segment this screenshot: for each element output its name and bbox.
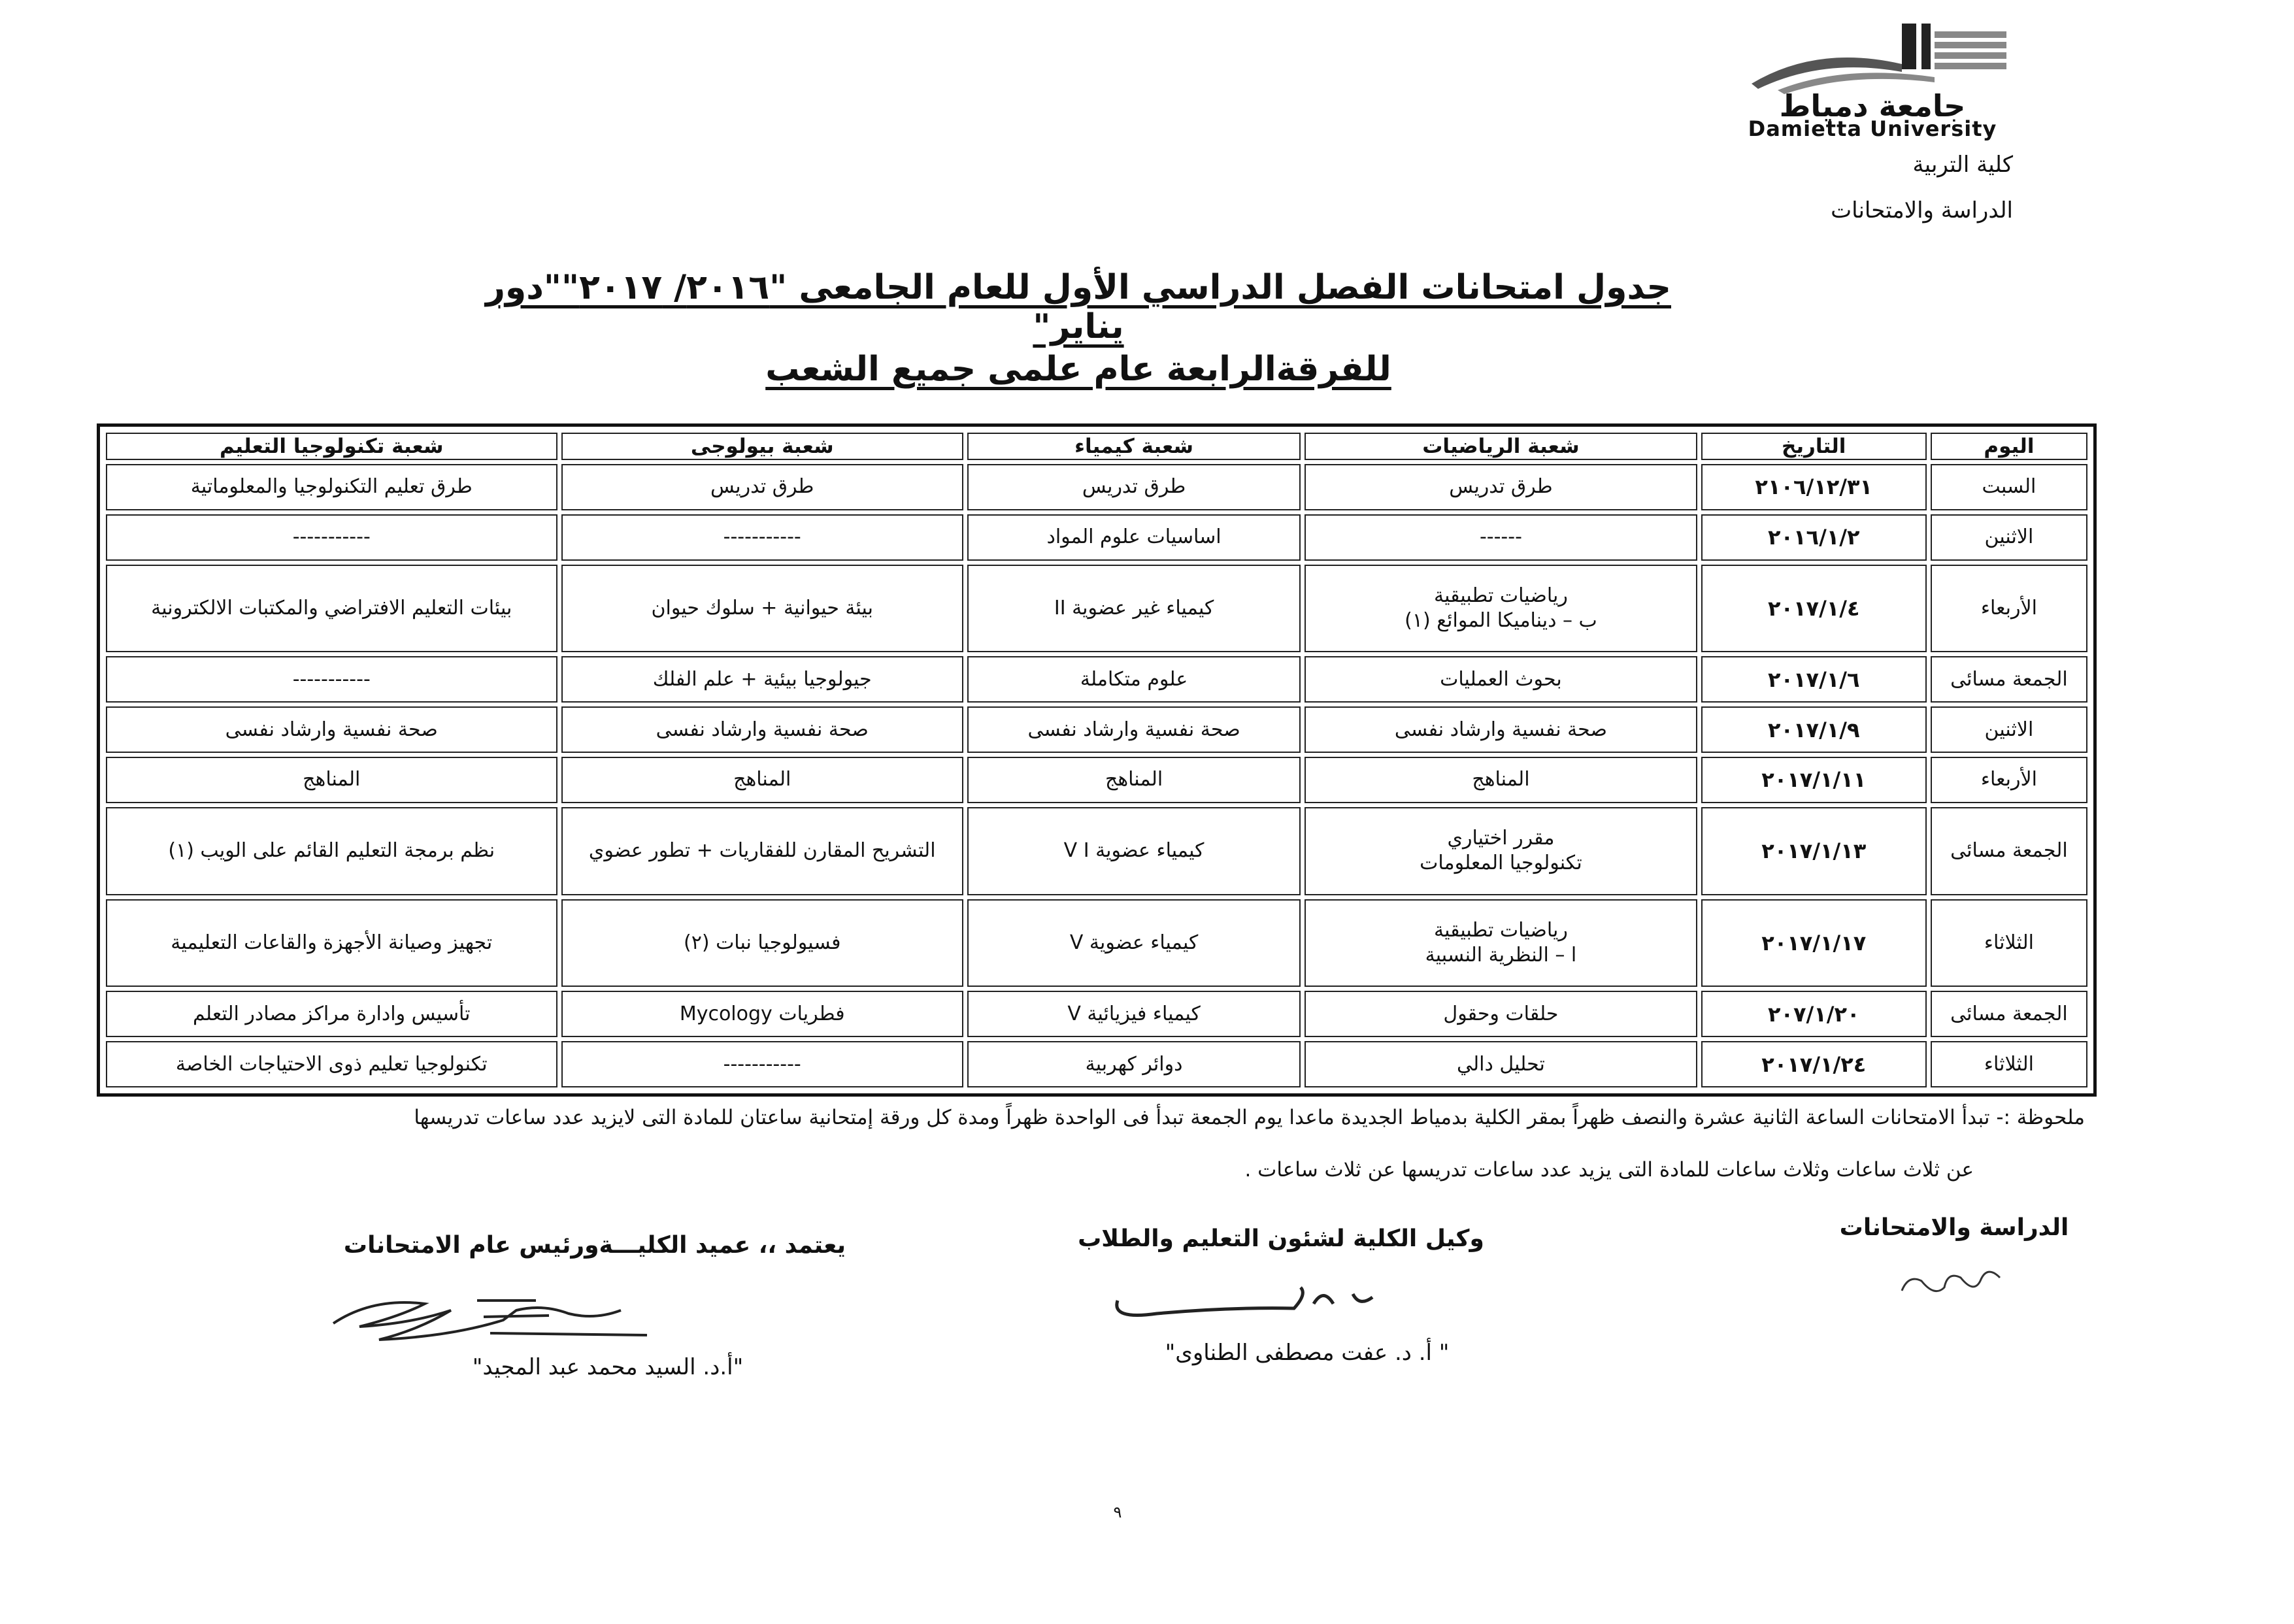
cell-text: الأربعاء <box>1980 768 2037 791</box>
cell-text: طرق تعليم التكنولوجيا والمعلوماتية <box>190 475 473 499</box>
day-cell <box>1931 656 2087 703</box>
table-row <box>106 991 2087 1037</box>
subject-cell <box>106 807 557 895</box>
date-cell <box>1701 464 1927 510</box>
cell-text: حلقات وحقول <box>1443 1002 1559 1025</box>
subject-cell <box>967 464 1301 510</box>
subject-cell <box>967 514 1301 561</box>
cell-text: ----------- <box>723 1052 801 1076</box>
cell-text: ٢٠٧/١/٢٠ <box>1767 1001 1860 1027</box>
cell-text: تكنولوجيا تعليم ذوى الاحتياجات الخاصة <box>175 1052 488 1076</box>
signature-vice-dean-label: وكيل الكلية لشئون التعليم والطلاب <box>1078 1225 1484 1252</box>
cell-text: ٢٠١٧/١/١٣ <box>1761 838 1867 864</box>
column-header: اليوم <box>1931 433 2087 460</box>
cell-text: ٢٠١٧/١/١٧ <box>1761 930 1867 955</box>
cell-text: كيمياء عضوية V I <box>1063 839 1205 863</box>
column-header: التاريخ <box>1701 433 1927 460</box>
date-cell <box>1701 514 1927 561</box>
subject-cell <box>1305 514 1697 561</box>
cell-text: طرق تدريس <box>1449 475 1553 499</box>
day-cell <box>1931 514 2087 561</box>
subject-cell <box>967 565 1301 653</box>
day-cell <box>1931 1041 2087 1087</box>
subject-cell <box>106 514 557 561</box>
cell-text: صحة نفسية وارشاد نفسى <box>656 718 869 741</box>
exam-schedule-table-frame <box>97 423 2097 1097</box>
subject-cell <box>967 706 1301 753</box>
table-row <box>106 757 2087 803</box>
subject-cell <box>561 807 963 895</box>
cell-text: التشريح المقارن للفقاريات + تطور عضوي <box>588 839 936 863</box>
cell-text: اساسيات علوم المواد <box>1046 525 1222 549</box>
exam-schedule-table <box>102 429 2091 1091</box>
cell-text: طرق تدريس <box>1082 475 1186 499</box>
page-number: ٩ <box>1113 1503 1122 1521</box>
cell-text: فسيولوجيا نبات (٢) <box>683 931 841 954</box>
dean-name: "أ.د. السيد محمد عبد المجيد" <box>472 1354 744 1380</box>
signature-dept-scribble <box>1882 1258 2013 1310</box>
cell-text: الجمعة مسائى <box>1950 1002 2068 1025</box>
column-header: شعبة كيمياء <box>967 433 1301 460</box>
page-subtitle: للفرقةالرابعة عام علمى جميع الشعب <box>765 350 1391 389</box>
cell-text: تحليل دالي <box>1457 1052 1545 1076</box>
vice-dean-name: " أ. د. عفت مصطفى الطناوى" <box>1165 1340 1450 1366</box>
subject-cell <box>1305 899 1697 987</box>
cell-text: نظم برمجة التعليم القائم على الويب (١) <box>168 839 495 863</box>
day-cell <box>1931 757 2087 803</box>
table-row <box>106 464 2087 510</box>
subject-cell <box>967 656 1301 703</box>
cell-text: المناهج <box>1472 768 1530 791</box>
column-header: شعبة بيولوجى <box>561 433 963 460</box>
cell-text: بحوث العمليات <box>1440 667 1562 691</box>
cell-text: ٢٠١٧/١/٩ <box>1767 717 1860 742</box>
cell-text: تجهيز وصيانة الأجهزة والقاعات التعليمية <box>171 931 493 954</box>
date-cell <box>1701 991 1927 1037</box>
subject-cell <box>967 899 1301 987</box>
note-line-1: ملحوظة :- تبدأ الامتحانات الساعة الثانية عشرة والنصف ظهراً بمقر الكلية بدمياط الجديدة ماعدا يوم الجمعة تبدأ فى الواحدة ظهراً ومدة كل ورقة إمتحانية ساعتان للمادة التى لايزيد عدد ساعات تدريسها <box>414 1106 2085 1129</box>
cell-text: جيولوجيا بيئية + علم الفلك <box>652 667 872 691</box>
university-logo <box>1738 18 2013 97</box>
cell-text: ٢٠١٦/١/٢ <box>1767 525 1860 550</box>
cell-text: السبت <box>1982 475 2036 499</box>
subject-cell <box>106 991 557 1037</box>
subject-cell <box>106 565 557 653</box>
cell-text: ٢٠١٧/١/٦ <box>1767 667 1860 692</box>
table-row <box>106 706 2087 753</box>
subject-cell <box>1305 1041 1697 1087</box>
cell-text: بيئة حيوانية + سلوك حيوان <box>651 596 873 620</box>
note-line-2: عن ثلاث ساعات وثلاث ساعات للمادة التى يزيد عدد ساعات تدريسها عن ثلاث ساعات . <box>1244 1158 1974 1182</box>
column-header: شعبة الرياضيات <box>1305 433 1697 460</box>
date-cell <box>1701 899 1927 987</box>
day-cell <box>1931 565 2087 653</box>
subject-cell <box>561 464 963 510</box>
subject-cell <box>106 464 557 510</box>
table-row <box>106 1041 2087 1087</box>
cell-text: كيمياء عضوية V <box>1069 931 1199 954</box>
table-row <box>106 899 2087 987</box>
table-row <box>106 514 2087 561</box>
subject-cell <box>561 565 963 653</box>
subject-cell <box>967 1041 1301 1087</box>
cell-text: ------ <box>1479 525 1522 549</box>
day-cell <box>1931 706 2087 753</box>
day-cell <box>1931 899 2087 987</box>
subject-cell <box>1305 565 1697 653</box>
cell-text: ا – النظرية النسبية <box>1425 943 1577 967</box>
subject-cell <box>106 899 557 987</box>
cell-text: الثلاثاء <box>1984 1052 2034 1076</box>
subject-cell <box>106 706 557 753</box>
cell-text: ----------- <box>723 525 801 549</box>
subject-cell <box>561 899 963 987</box>
cell-text: فطريات Mycology <box>679 1002 845 1025</box>
subject-cell <box>967 757 1301 803</box>
page-title: جدول امتحانات الفصل الدراسي الأول للعام الجامعى "٢٠١٦/ ٢٠١٧""دور يناير" <box>485 268 1672 346</box>
cell-text: ٢٠١٧/١/٤ <box>1767 595 1860 621</box>
subject-cell <box>1305 991 1697 1037</box>
subject-cell <box>967 991 1301 1037</box>
table-row <box>106 656 2087 703</box>
cell-text: طرق تدريس <box>710 475 814 499</box>
cell-text: المناهج <box>1105 768 1163 791</box>
cell-text: رياضيات تطبيقية <box>1434 918 1568 942</box>
cell-text: تكنولوجيا المعلومات <box>1420 852 1582 875</box>
cell-text: دوائر كهربية <box>1085 1052 1183 1076</box>
subject-cell <box>561 757 963 803</box>
cell-text: مقرر اختياري <box>1447 827 1555 850</box>
cell-text: المناهج <box>303 768 361 791</box>
signature-vice-dean-scribble <box>1098 1268 1386 1327</box>
subject-cell <box>561 1041 963 1087</box>
day-cell <box>1931 807 2087 895</box>
date-cell <box>1701 656 1927 703</box>
day-cell <box>1931 464 2087 510</box>
signature-dean-scribble <box>320 1284 660 1356</box>
cell-text: صحة نفسية وارشاد نفسى <box>1394 718 1608 741</box>
cell-text: تأسيس وادارة مراكز مصادر التعلم <box>192 1002 471 1025</box>
cell-text: الجمعة مسائى <box>1950 839 2068 863</box>
table-row <box>106 807 2087 895</box>
subject-cell <box>561 514 963 561</box>
cell-text: ٢٠١٧/١/١١ <box>1761 767 1867 793</box>
date-cell <box>1701 706 1927 753</box>
cell-text: بيئات التعليم الافتراضي والمكتبات الالكترونية <box>151 596 512 620</box>
date-cell <box>1701 807 1927 895</box>
signature-dean-label: يعتمد ،، عميد الكليـــةورئيس عام الامتحانات <box>343 1232 846 1259</box>
cell-text: صحة نفسية وارشاد نفسى <box>225 718 438 741</box>
subject-cell <box>106 1041 557 1087</box>
cell-text: علوم متكاملة <box>1080 667 1188 691</box>
subject-cell <box>1305 656 1697 703</box>
table-row <box>106 565 2087 653</box>
date-cell <box>1701 757 1927 803</box>
cell-text: الثلاثاء <box>1984 931 2034 954</box>
cell-text: كيمياء فيزيائية V <box>1067 1002 1201 1025</box>
table-header-row <box>106 433 2087 460</box>
department-name: الدراسة والامتحانات <box>1831 197 2013 224</box>
cell-text: ----------- <box>292 525 371 549</box>
column-header: شعبة تكنولوجيا التعليم <box>106 433 557 460</box>
subject-cell <box>561 656 963 703</box>
university-name-english: Damietta University <box>1748 116 1997 141</box>
faculty-name: كلية التربية <box>1912 152 2013 178</box>
cell-text: ب – ديناميكا الموائع (١) <box>1405 608 1597 632</box>
cell-text: الاثنين <box>1984 525 2034 549</box>
cell-text: ----------- <box>292 667 371 691</box>
date-cell <box>1701 565 1927 653</box>
cell-text: ٢١٠٦/١٢/٣١ <box>1755 474 1873 500</box>
subject-cell <box>1305 807 1697 895</box>
cell-text: المناهج <box>733 768 791 791</box>
cell-text: الأربعاء <box>1980 596 2037 620</box>
university-name-arabic: جامعة دمياط <box>1779 88 1966 124</box>
signature-dept-label: الدراسة والامتحانات <box>1839 1214 2069 1241</box>
subject-cell <box>106 656 557 703</box>
subject-cell <box>1305 706 1697 753</box>
cell-text: الجمعة مسائى <box>1950 667 2068 691</box>
subject-cell <box>106 757 557 803</box>
cell-text: كيمياء غير عضوية II <box>1054 596 1214 620</box>
subject-cell <box>561 991 963 1037</box>
cell-text: ٢٠١٧/١/٢٤ <box>1761 1052 1867 1077</box>
day-cell <box>1931 991 2087 1037</box>
cell-text: الاثنين <box>1984 718 2034 741</box>
subject-cell <box>1305 757 1697 803</box>
subject-cell <box>1305 464 1697 510</box>
date-cell <box>1701 1041 1927 1087</box>
subject-cell <box>561 706 963 753</box>
cell-text: صحة نفسية وارشاد نفسى <box>1027 718 1240 741</box>
cell-text: رياضيات تطبيقية <box>1434 584 1568 607</box>
subject-cell <box>967 807 1301 895</box>
